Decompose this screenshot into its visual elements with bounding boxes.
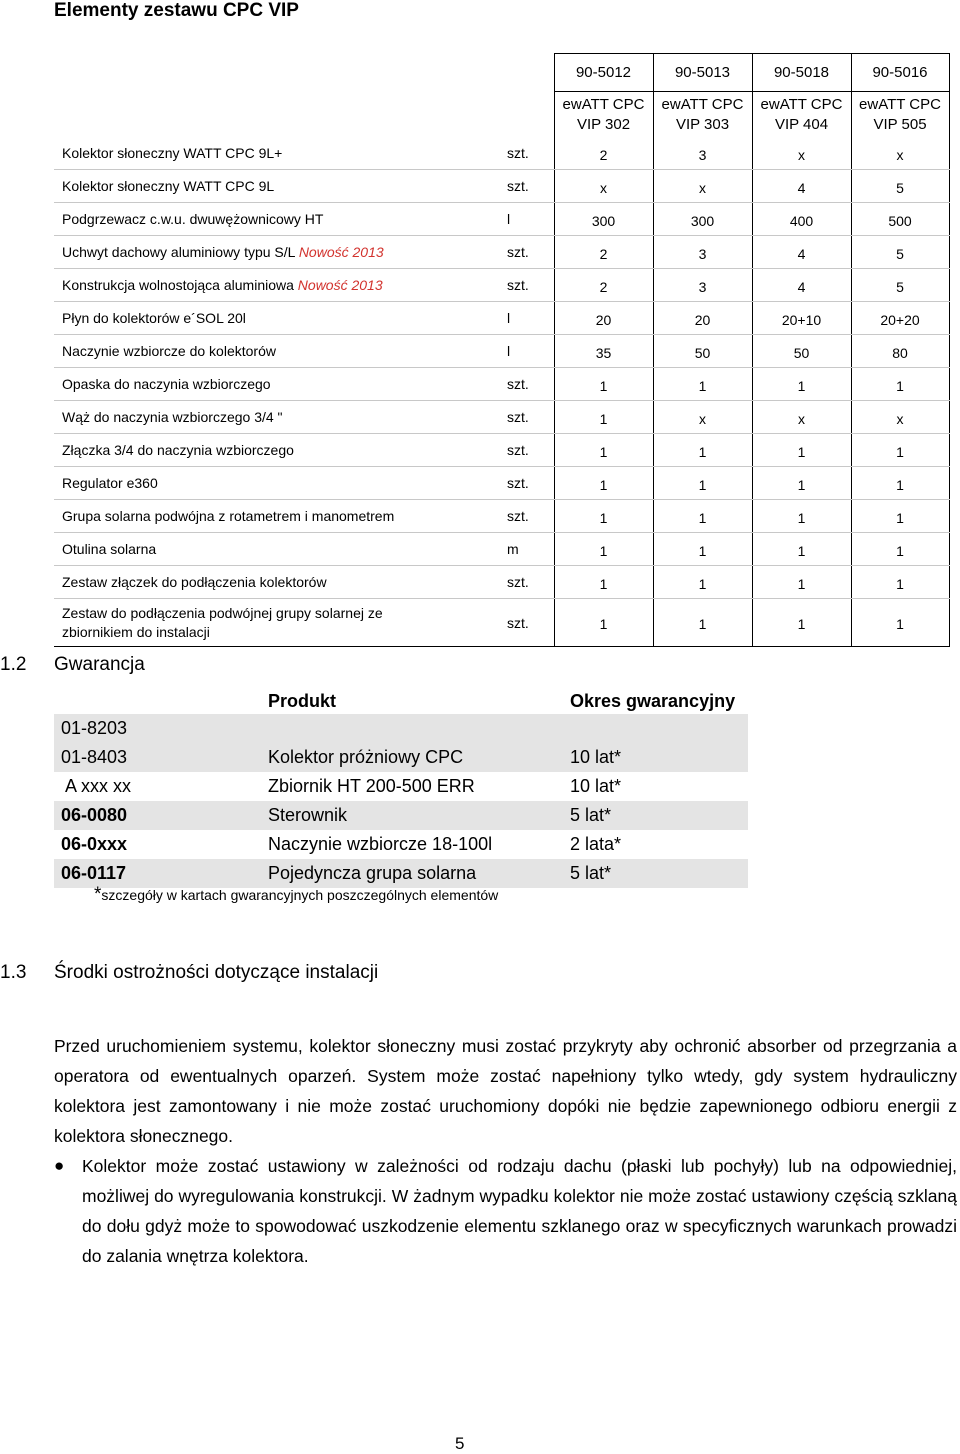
component-value: 1 [554, 368, 653, 401]
section-number-precautions: 1.3 [0, 962, 27, 983]
component-value: 20+10 [752, 302, 851, 335]
component-value: 1 [851, 533, 949, 566]
page-number: 5 [455, 1434, 465, 1453]
section-title-precautions: Środki ostrożności dotyczące instalacji [54, 962, 379, 983]
components-table [54, 53, 950, 647]
warranty-row [54, 714, 748, 743]
component-value: 500 [851, 203, 949, 236]
component-unit: szt. [501, 434, 554, 467]
component-value: 1 [851, 566, 949, 599]
component-value: x [752, 137, 851, 170]
component-value: 3 [653, 269, 752, 302]
component-value: 20 [653, 302, 752, 335]
new-badge: Nowość 2013 [297, 276, 383, 293]
new-badge: Nowość 2013 [298, 243, 384, 260]
model-cell: ewATT CPC VIP 404 [752, 92, 851, 138]
document-title: Elementy zestawu CPC VIP [54, 0, 299, 21]
code-cell: 90-5013 [653, 54, 752, 92]
component-value: 50 [653, 335, 752, 368]
component-unit: szt. [501, 599, 554, 647]
component-name: Opaska do naczynia wzbiorczego [54, 368, 501, 401]
component-unit: szt. [501, 236, 554, 269]
warranty-row [54, 830, 748, 859]
component-unit: szt. [501, 401, 554, 434]
warranty-code: 01-8403 [54, 743, 259, 772]
component-value: 400 [752, 203, 851, 236]
warranty-product: Sterownik [259, 801, 565, 830]
component-value: 4 [752, 269, 851, 302]
component-value: x [554, 170, 653, 203]
component-value: 1 [653, 467, 752, 500]
component-unit: l [501, 302, 554, 335]
component-value: 1 [752, 368, 851, 401]
component-value: 1 [554, 401, 653, 434]
component-row [54, 368, 949, 401]
component-value: 1 [554, 566, 653, 599]
code-header-row [54, 54, 949, 92]
component-unit: szt. [501, 368, 554, 401]
component-value: 1 [752, 533, 851, 566]
bullet-text: Kolektor może zostać ustawiony w zależności od rodzaju dachu (płaski lub pochyły) lub na odpowiedniej, możliwej do wyregulowania konstrukcji. W żadnym wypadku kolektor nie może zostać ustawiony częścią szklaną do dołu gdyż może to spowodować uszkodzenie elementu szklanego oraz w specyficznych warunkach prowadzi do zalania wnętrza kolektora. [82, 1156, 957, 1266]
component-row [54, 203, 949, 236]
component-unit: szt. [501, 137, 554, 170]
component-value: 1 [752, 434, 851, 467]
component-value: 5 [851, 269, 949, 302]
component-value: 5 [851, 170, 949, 203]
component-row [54, 269, 949, 302]
warranty-header-row [54, 688, 748, 714]
component-value: 1 [752, 500, 851, 533]
component-unit: szt. [501, 566, 554, 599]
component-value: 2 [554, 137, 653, 170]
component-value: 1 [851, 467, 949, 500]
component-name: Uchwyt dachowy aluminiowy typu S/L Nowość 2013 [54, 236, 501, 269]
warranty-period: 5 lat* [565, 859, 748, 888]
component-value: 2 [554, 269, 653, 302]
warranty-code: 06-0117 [54, 859, 259, 888]
warranty-period: 10 lat* [570, 776, 622, 796]
component-name: Płyn do kolektorów e´SOL 20l [54, 302, 501, 335]
model-cell: ewATT CPC VIP 302 [554, 92, 653, 138]
component-unit: szt. [501, 269, 554, 302]
component-name: Otulina solarna [54, 533, 501, 566]
model-cell: ewATT CPC VIP 303 [653, 92, 752, 138]
component-value: 4 [752, 170, 851, 203]
component-unit: m [501, 533, 554, 566]
product-column-header: Produkt [268, 690, 337, 711]
component-row [54, 302, 949, 335]
warranty-row [54, 801, 748, 830]
warranty-period: 5 lat* [565, 801, 748, 830]
component-row [54, 500, 949, 533]
component-value: 5 [851, 236, 949, 269]
component-value: 1 [851, 599, 949, 647]
warranty-period: 10 lat* [565, 743, 748, 772]
warranty-code: 06-0xxx [61, 834, 128, 854]
component-value: 1 [851, 434, 949, 467]
component-row [54, 236, 949, 269]
component-row [54, 467, 949, 500]
component-unit: szt. [501, 467, 554, 500]
component-name: Zestaw złączek do podłączenia kolektorów [54, 566, 501, 599]
warranty-product: Zbiornik HT 200-500 ERR [268, 776, 475, 796]
component-value: 35 [554, 335, 653, 368]
bullet-icon: ● [54, 1156, 65, 1175]
warranty-product: Pojedyncza grupa solarna [259, 859, 565, 888]
component-value: 1 [851, 368, 949, 401]
component-value: 1 [554, 500, 653, 533]
component-value: 4 [752, 236, 851, 269]
component-row [54, 335, 949, 368]
component-value: 1 [752, 566, 851, 599]
component-value: 1 [653, 434, 752, 467]
model-header-row [54, 92, 949, 138]
precautions-paragraph: Przed uruchomieniem systemu, kolektor słoneczny musi zostać przykryty aby ochronić absorber od przegrzania a operatora od ewentualnych oparzeń. System może zostać napełniony tylko wtedy, gdy system hydrauliczny kolektora jest zamontowany i nie może zostać uruchomiony dopóki nie będzie zapewnionego odbioru energii z kolektora słonecznego. [54, 1036, 957, 1146]
component-value: x [653, 401, 752, 434]
component-value: 20+20 [851, 302, 949, 335]
component-unit: l [501, 335, 554, 368]
warranty-product: Naczynie wzbiorcze 18-100l [268, 834, 493, 854]
component-unit: szt. [501, 500, 554, 533]
component-value: 1 [554, 533, 653, 566]
component-value: 300 [554, 203, 653, 236]
component-value: 300 [653, 203, 752, 236]
period-column-header: Okres gwarancyjny [570, 690, 736, 711]
component-value: 1 [851, 500, 949, 533]
component-name: Kolektor słoneczny WATT CPC 9L+ [54, 137, 501, 170]
component-value: 1 [653, 533, 752, 566]
code-cell: 90-5016 [851, 54, 949, 92]
component-name: Wąż do naczynia wzbiorczego 3/4 " [54, 401, 501, 434]
component-row [54, 170, 949, 203]
component-value: 1 [653, 566, 752, 599]
component-value: x [653, 170, 752, 203]
warranty-table [54, 688, 748, 888]
component-value: 1 [752, 467, 851, 500]
code-cell: 90-5018 [752, 54, 851, 92]
warranty-code: 06-0080 [54, 801, 259, 830]
component-value: 1 [752, 599, 851, 647]
warranty-note: *szczegóły w kartach gwarancyjnych poszczególnych elementów [94, 884, 499, 905]
component-name: Złączka 3/4 do naczynia wzbiorczego [54, 434, 501, 467]
section-number-warranty: 1.2 [0, 654, 27, 675]
warranty-row [54, 743, 748, 772]
component-name: Zestaw do podłączenia podwójnej grupy solarnej ze zbiornikiem do instalacji [54, 599, 501, 647]
component-row [54, 401, 949, 434]
warranty-code: 01-8203 [54, 714, 259, 743]
component-name: Regulator e360 [54, 467, 501, 500]
component-row [54, 599, 949, 647]
warranty-row [54, 772, 748, 801]
warranty-period: 2 lata* [570, 834, 622, 854]
code-cell: 90-5012 [554, 54, 653, 92]
component-value: 2 [554, 236, 653, 269]
component-value: 3 [653, 236, 752, 269]
component-value: x [851, 401, 949, 434]
component-value: 1 [554, 467, 653, 500]
warranty-product [259, 714, 565, 743]
warranty-code: A xxx xx [61, 776, 132, 796]
component-name: Grupa solarna podwójna z rotametrem i manometrem [54, 500, 501, 533]
section-title-warranty: Gwarancja [54, 654, 145, 675]
component-name: Naczynie wzbiorcze do kolektorów [54, 335, 501, 368]
component-row [54, 137, 949, 170]
component-value: 3 [653, 137, 752, 170]
component-value: x [851, 137, 949, 170]
component-row [54, 533, 949, 566]
component-row [54, 434, 949, 467]
precautions-bullet [54, 1151, 957, 1271]
component-value: 80 [851, 335, 949, 368]
component-name: Kolektor słoneczny WATT CPC 9L [54, 170, 501, 203]
warranty-product: Kolektor próżniowy CPC [259, 743, 565, 772]
component-name: Podgrzewacz c.w.u. dwuwężownicowy HT [54, 203, 501, 236]
component-value: 1 [554, 599, 653, 647]
component-value: 1 [653, 599, 752, 647]
component-value: 1 [653, 368, 752, 401]
component-unit: l [501, 203, 554, 236]
component-value: 20 [554, 302, 653, 335]
component-name: Konstrukcja wolnostojąca aluminiowa Nowość 2013 [54, 269, 501, 302]
component-value: 1 [554, 434, 653, 467]
component-value: 1 [653, 500, 752, 533]
component-row [54, 566, 949, 599]
component-value: x [752, 401, 851, 434]
component-unit: szt. [501, 170, 554, 203]
warranty-period [565, 714, 748, 743]
model-cell: ewATT CPC VIP 505 [851, 92, 949, 138]
component-value: 50 [752, 335, 851, 368]
